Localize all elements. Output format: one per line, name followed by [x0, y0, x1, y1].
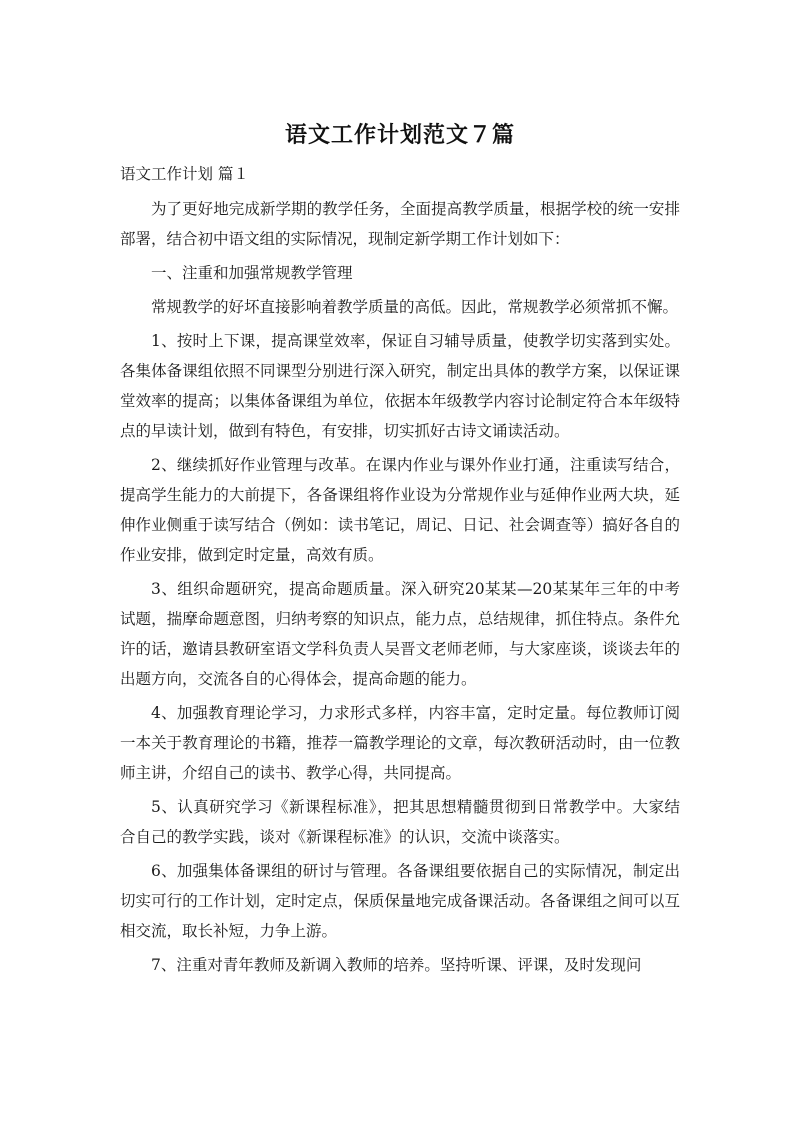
paragraph-item-4: 4、加强教育理论学习，力求形式多样，内容丰富，定时定量。每位教师订阅一本关于教育理论的书籍，推荐一篇教学理论的文章，每次教研活动时，由一位教师主讲，介绍自己的读书、教学心得，共同提高。	[120, 704, 680, 782]
paragraph-item-6: 6、加强集体备课组的研讨与管理。各备课组要依据自己的实际情况，制定出切实可行的工作计划，定时定点，保质保量地完成备课活动。各备课组之间可以互相交流，取长补短，力争上游。	[120, 862, 680, 940]
document-body	[120, 194, 680, 984]
paragraph-intro: 为了更好地完成新学期的教学任务，全面提高教学质量，根据学校的统一安排部署，结合初中语文组的实际情况，现制定新学期工作计划如下：	[120, 200, 680, 248]
paragraph-routine: 常规教学的好坏直接影响着教学质量的高低。因此，常规教学必须常抓不懈。	[151, 298, 679, 316]
paragraph-item-2: 2、继续抓好作业管理与改革。在课内作业与课外作业打通，注重读写结合，提高学生能力的大前提下，各备课组将作业设为分常规作业与延伸作业两大块，延伸作业侧重于读写结合（例如：读书笔记，周记、日记、社会调查等）搞好各自的作业安排，做到定时定量，高效有质。	[120, 456, 680, 564]
paragraph-item-3: 3、组织命题研究，提高命题质量。深入研究20某某—20某某年三年的中考试题，揣摩命题意图，归纳考察的知识点，能力点，总结规律，抓住特点。条件允许的话，邀请县教研室语文学科负责人吴晋文老师老师，与大家座谈，谈谈去年的出题方向，交流各自的心得体会，提高命题的能力。	[120, 580, 680, 688]
paragraph-heading-1: 一、注重和加强常规教学管理	[151, 264, 353, 282]
paragraph-item-7: 7、注重对青年教师及新调入教师的培养。坚持听课、评课，及时发现问	[151, 956, 642, 974]
paragraph-item-5: 5、认真研究学习《新课程标准》，把其思想精髓贯彻到日常教学中。大家结合自己的教学实践，谈对《新课程标准》的认识，交流中谈落实。	[120, 798, 680, 846]
document-title: 语文工作计划范文７篇	[284, 123, 515, 148]
section-heading: 语文工作计划 篇１	[120, 165, 249, 183]
paragraph-item-1: 1、按时上下课，提高课堂效率，保证自习辅导质量，使教学切实落到实处。各集体备课组依照不同课型分别进行深入研究，制定出具体的教学方案，以保证课堂效率的提高；以集体备课组为单位，依据本年级教学内容讨论制定符合本年级特点的早读计划，做到有特色，有安排，切实抓好古诗文诵读活动。	[120, 332, 680, 440]
